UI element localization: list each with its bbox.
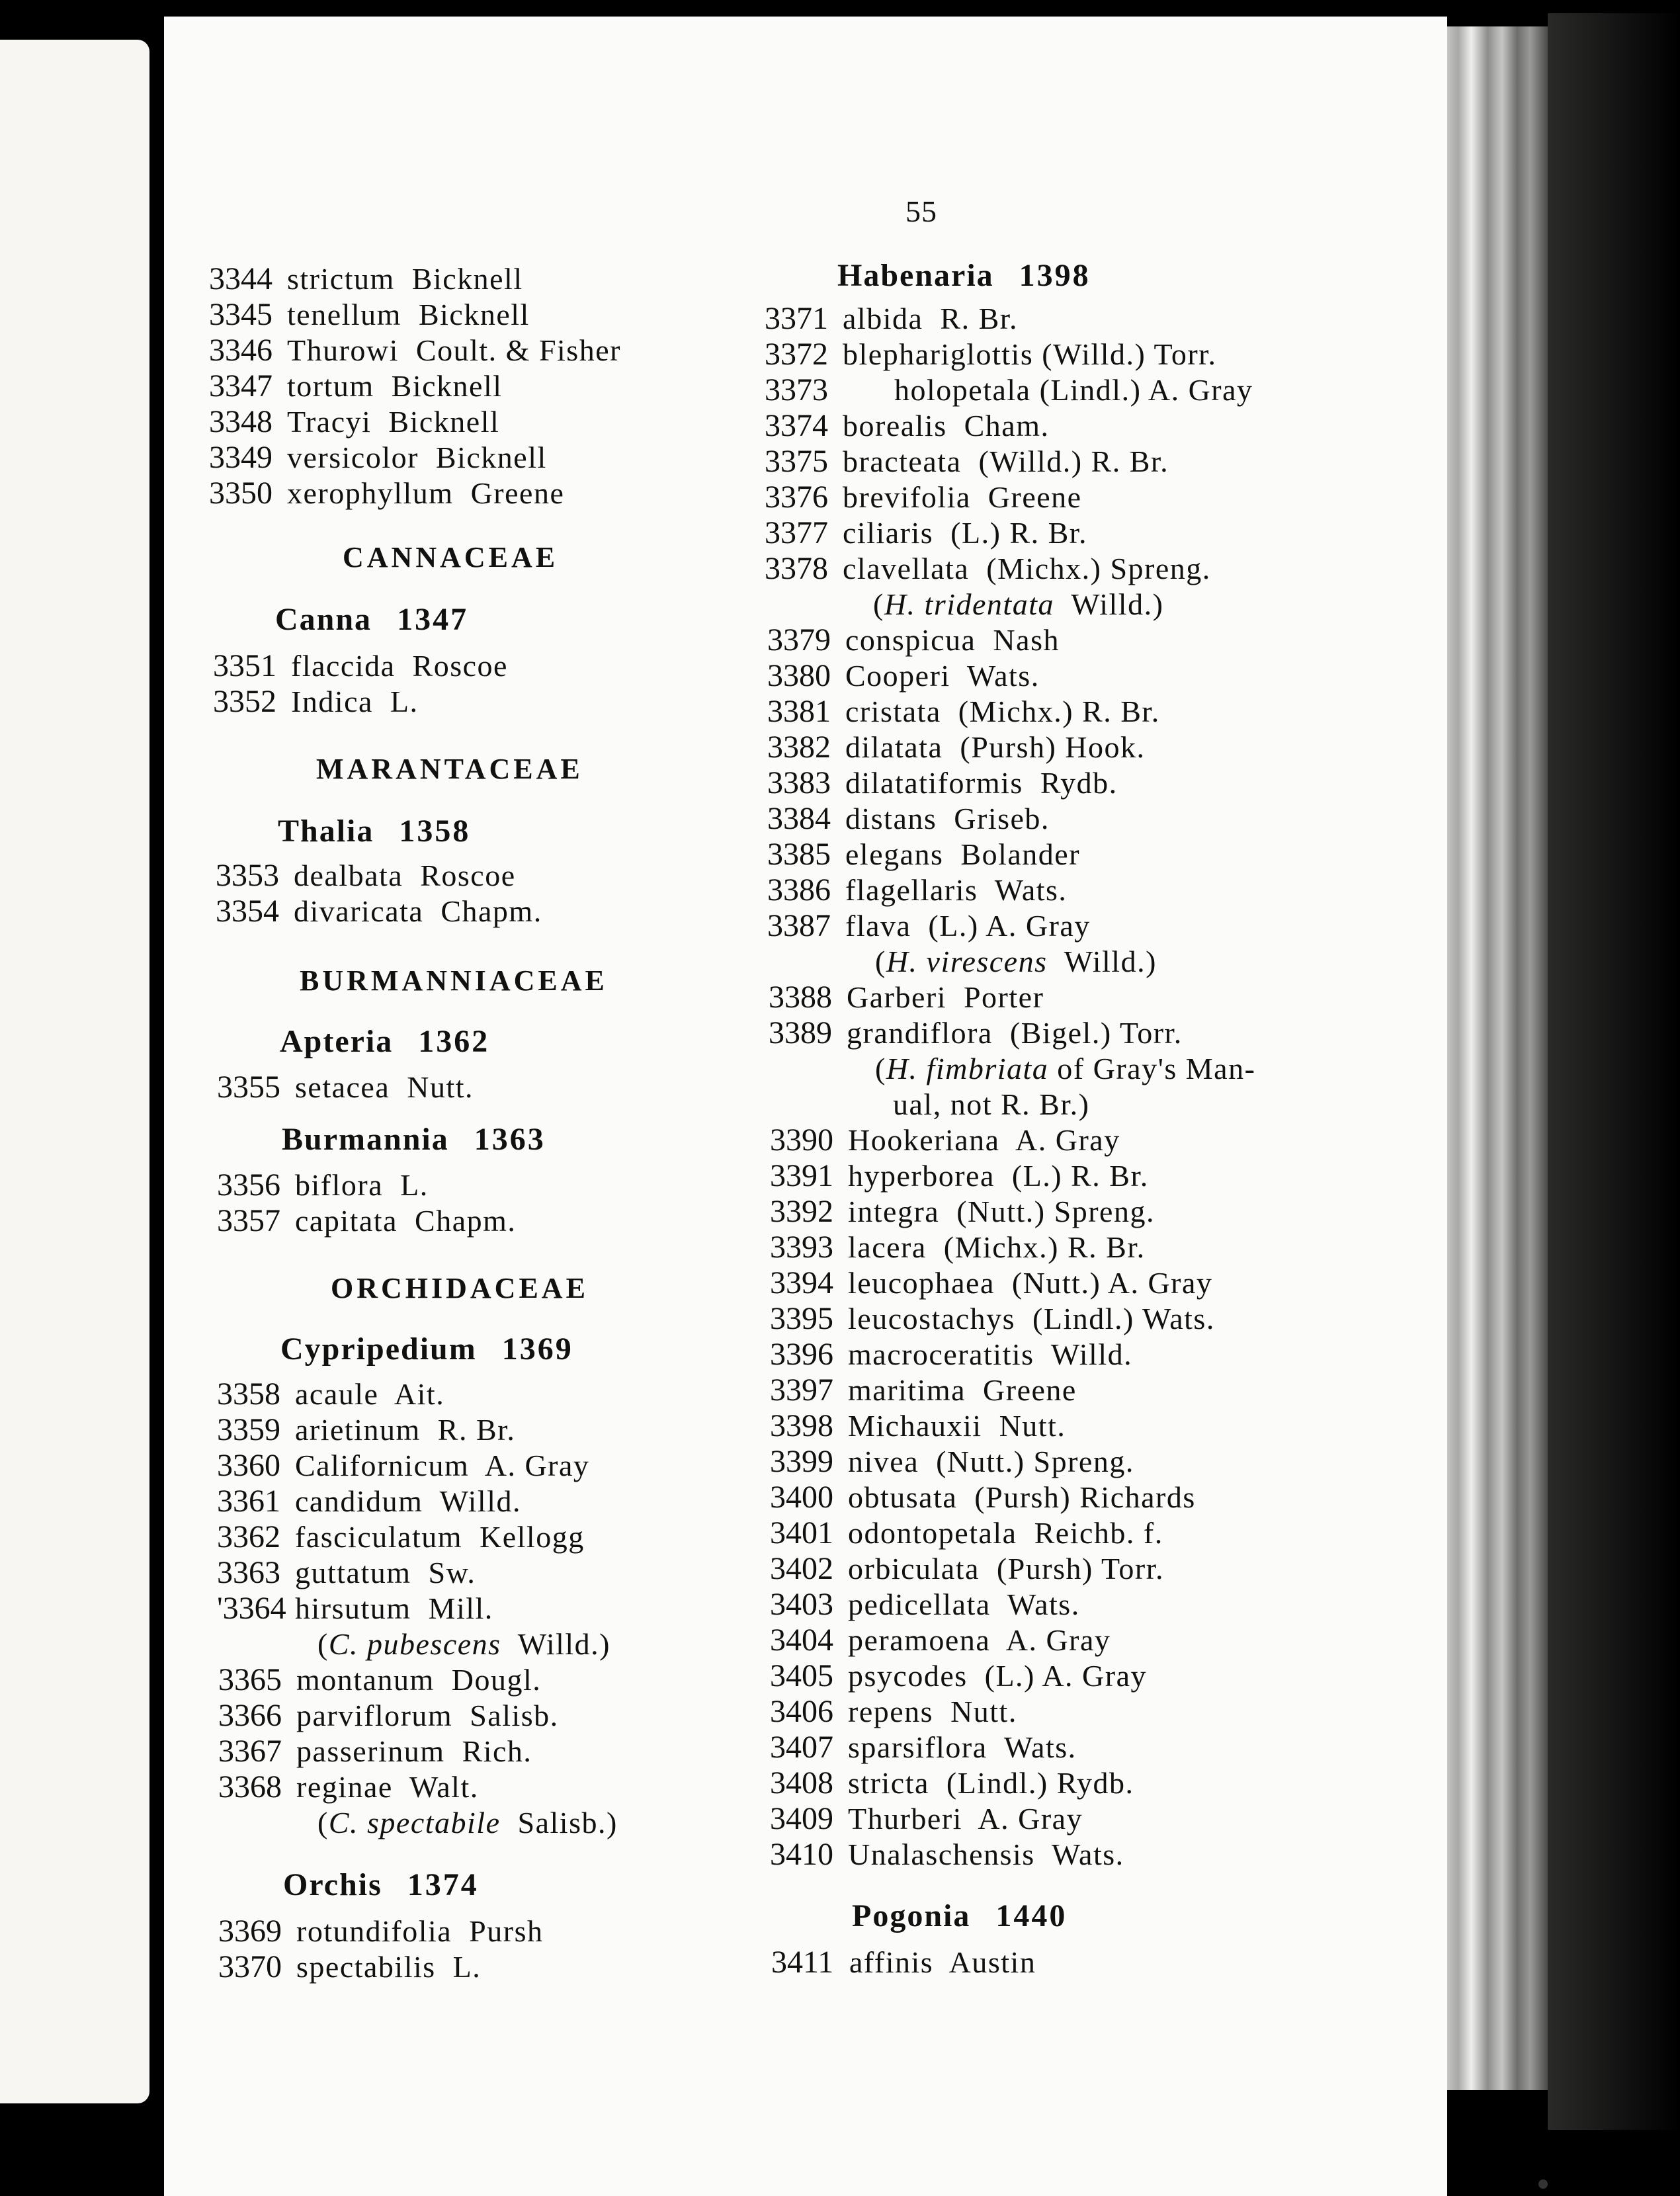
family-heading: CANNACEAE (343, 541, 559, 573)
entry-number: 3366 (218, 1698, 282, 1733)
genus-name: Orchis (283, 1867, 382, 1902)
entry-number: 3407 (770, 1730, 833, 1765)
species-name: Michauxii Nutt. (848, 1409, 1066, 1443)
species-name: lacera (Michx.) R. Br. (848, 1230, 1146, 1264)
index-entry (767, 908, 1091, 944)
index-entry (769, 980, 1044, 1015)
index-entry (765, 515, 1087, 551)
genus-heading (280, 1330, 573, 1369)
entry-number: 3391 (770, 1158, 833, 1193)
index-entry (216, 858, 516, 894)
entry-number: 3382 (767, 730, 831, 765)
index-entry (218, 1949, 481, 1985)
entry-number: 3411 (771, 1945, 834, 1980)
entry-number: 3375 (765, 444, 828, 479)
entry-number: 3380 (767, 658, 831, 693)
index-entry (767, 801, 1050, 837)
index-entry (765, 444, 1169, 480)
index-entry (770, 1194, 1155, 1230)
index-entry (765, 372, 1253, 408)
entry-number: 3362 (217, 1519, 280, 1554)
entry-number: 3344 (209, 261, 273, 296)
entry-number: 3360 (217, 1448, 280, 1483)
index-entry (770, 1265, 1212, 1301)
species-name: leucostachys (Lindl.) Wats. (848, 1302, 1215, 1335)
species-name: dilatata (Pursh) Hook. (845, 730, 1146, 764)
genus-name: Cypripedium (280, 1331, 477, 1367)
index-entry (218, 1914, 543, 1949)
index-entry (770, 1515, 1163, 1551)
index-entry (218, 1662, 541, 1698)
genus-number: 1398 (1019, 258, 1091, 293)
entry-number: 3358 (217, 1376, 280, 1412)
entry-number: 3357 (217, 1203, 280, 1238)
synonym-continuation: ual, not R. Br.) (893, 1087, 1090, 1121)
entry-number: 3365 (218, 1662, 282, 1697)
species-name: elegans Bolander (845, 837, 1081, 871)
species-name: odontopetala Reichb. f. (848, 1516, 1163, 1550)
species-name: Unalaschensis Wats. (848, 1837, 1124, 1871)
genus-name: Pogonia (852, 1898, 971, 1933)
species-name: Cooperi Wats. (845, 659, 1040, 693)
entry-number: 3400 (770, 1480, 833, 1515)
index-entry (770, 1301, 1215, 1337)
species-name: biflora L. (295, 1168, 429, 1202)
index-entry (770, 1230, 1146, 1265)
index-entry (209, 333, 621, 368)
index-entry (771, 1945, 1036, 1980)
species-name: nivea (Nutt.) Spreng. (848, 1445, 1134, 1478)
index-entry (217, 1448, 589, 1484)
index-entry (770, 1480, 1196, 1515)
synonym-text: of Gray's Man- (1048, 1052, 1256, 1085)
entry-number: 3381 (767, 694, 831, 729)
species-name: maritima Greene (848, 1373, 1077, 1407)
species-name: dilatatiformis Rydb. (845, 766, 1118, 800)
index-entry (770, 1694, 1017, 1730)
synonym-name: H. virescens (886, 945, 1048, 978)
genus-number: 1362 (418, 1024, 490, 1059)
entry-number: 3386 (767, 872, 831, 908)
index-entry (770, 1765, 1134, 1801)
species-name: tenellum Bicknell (287, 298, 530, 331)
entry-number: 3387 (767, 908, 831, 943)
book-cover-shadow (1548, 13, 1680, 2130)
species-name: macroceratitis Willd. (848, 1337, 1133, 1371)
entry-number: 3401 (770, 1515, 833, 1550)
species-name: guttatum Sw. (295, 1556, 476, 1589)
species-name: stricta (Lindl.) Rydb. (848, 1766, 1134, 1800)
index-entry (770, 1730, 1077, 1765)
index-entry (770, 1372, 1077, 1408)
index-entry (770, 1658, 1147, 1694)
synonym-line (873, 587, 1163, 622)
entry-number: 3346 (209, 333, 273, 368)
entry-number: 3403 (770, 1587, 833, 1622)
genus-heading (283, 1865, 479, 1905)
species-name: rotundifolia Pursh (296, 1914, 544, 1948)
entry-number: 3363 (217, 1555, 280, 1590)
synonym-name: C. spectabile (328, 1806, 501, 1839)
page-number: 55 (905, 194, 937, 228)
species-name: repens Nutt. (848, 1695, 1017, 1728)
species-name: clavellata (Michx.) Spreng. (843, 552, 1211, 585)
index-entry (213, 684, 419, 720)
synonym-text: Willd.) (1047, 945, 1157, 978)
entry-number: 3367 (218, 1734, 282, 1769)
index-entry (217, 1070, 474, 1105)
species-name: tortum Bicknell (287, 369, 503, 403)
index-entry (767, 872, 1067, 908)
synonym-text: ( (875, 945, 886, 978)
species-name: strictum Bicknell (287, 262, 523, 296)
species-name: flaccida Roscoe (291, 649, 508, 683)
species-name: grandiflora (Bigel.) Torr. (847, 1016, 1183, 1050)
species-name: conspicua Nash (845, 623, 1060, 657)
index-entry (209, 261, 523, 297)
species-name: passerinum Rich. (296, 1734, 532, 1768)
entry-number: 3355 (217, 1070, 280, 1105)
synonym-line (317, 1805, 618, 1841)
entry-number: 3351 (213, 648, 276, 683)
family-heading: ORCHIDACEAE (331, 1272, 589, 1304)
index-entry (765, 408, 1050, 444)
species-name: brevifolia Greene (843, 480, 1082, 514)
index-entry (767, 837, 1080, 872)
synonym-line (317, 1626, 610, 1662)
species-name: blephariglottis (Willd.) Torr. (843, 337, 1217, 371)
genus-number: 1347 (397, 602, 469, 637)
species-name: affinis Austin (849, 1945, 1036, 1979)
index-entry (770, 1408, 1066, 1444)
genus-number: 1363 (474, 1122, 546, 1157)
genus-name: Thalia (278, 814, 374, 849)
entry-number: 3356 (217, 1167, 280, 1203)
synonym-text: ( (873, 587, 884, 621)
entry-number: 3397 (770, 1372, 833, 1408)
species-name: orbiculata (Pursh) Torr. (848, 1552, 1165, 1585)
species-name: cristata (Michx.) R. Br. (845, 695, 1160, 728)
species-name: distans Griseb. (845, 802, 1050, 835)
entry-number: 3348 (209, 404, 273, 439)
synonym-text: Willd.) (501, 1627, 610, 1661)
entry-number: 3396 (770, 1337, 833, 1372)
species-name: ciliaris (L.) R. Br. (843, 516, 1088, 550)
species-name: Garberi Porter (847, 980, 1044, 1014)
genus-heading (282, 1120, 546, 1160)
index-entry (217, 1591, 493, 1626)
entry-number: 3410 (770, 1837, 833, 1872)
species-name: borealis Cham. (843, 409, 1050, 443)
species-name: bracteata (Willd.) R. Br. (843, 444, 1169, 478)
species-name: flagellaris Wats. (845, 873, 1068, 907)
index-entry (770, 1837, 1124, 1873)
species-name: acaule Ait. (295, 1377, 445, 1411)
entry-number: 3353 (216, 858, 279, 893)
index-entry (209, 440, 547, 476)
synonym-text: ( (317, 1627, 329, 1661)
species-name: Tracyi Bicknell (287, 405, 500, 439)
species-name: peramoena A. Gray (848, 1623, 1111, 1657)
species-name: leucophaea (Nutt.) A. Gray (848, 1266, 1213, 1300)
entry-number: 3405 (770, 1658, 833, 1693)
entry-number: 3390 (770, 1122, 833, 1158)
entry-number: 3404 (770, 1623, 833, 1658)
index-entry (218, 1769, 479, 1805)
entry-number: 3347 (209, 368, 273, 403)
species-name: albida R. Br. (843, 302, 1019, 335)
species-name: arietinum R. Br. (295, 1413, 516, 1447)
synonym-text: Salisb.) (500, 1806, 618, 1839)
index-entry (770, 1444, 1134, 1480)
entry-number: 3371 (765, 301, 828, 336)
entry-number: 3354 (216, 894, 279, 929)
index-entry (218, 1698, 559, 1734)
species-name: psycodes (L.) A. Gray (848, 1659, 1148, 1693)
synonym-text: ( (875, 1052, 886, 1085)
entry-number: 3383 (767, 765, 831, 800)
genus-name: Apteria (280, 1024, 394, 1059)
entry-number: 3384 (767, 801, 831, 836)
index-entry (767, 658, 1040, 694)
entry-number: '3364 (217, 1591, 286, 1626)
species-name: candidum Willd. (295, 1484, 521, 1518)
entry-number: 3374 (765, 408, 828, 443)
entry-number: 3398 (770, 1408, 833, 1443)
index-entry (770, 1623, 1111, 1658)
species-name: pedicellata Wats. (848, 1587, 1080, 1621)
index-entry (770, 1551, 1164, 1587)
species-name: holopetala (Lindl.) A. Gray (843, 373, 1253, 407)
index-entry (209, 368, 503, 404)
index-entry (217, 1376, 444, 1412)
species-name: parviflorum Salisb. (296, 1699, 559, 1732)
genus-heading (852, 1896, 1067, 1936)
genus-heading (837, 256, 1091, 296)
species-name: obtusata (Pursh) Richards (848, 1480, 1196, 1514)
species-name: spectabilis L. (296, 1950, 482, 1984)
genus-number: 1369 (501, 1331, 573, 1367)
entry-number: 3395 (770, 1301, 833, 1336)
entry-number: 3359 (217, 1412, 280, 1447)
entry-number: 3370 (218, 1949, 282, 1984)
entry-number: 3406 (770, 1694, 833, 1729)
index-entry (770, 1158, 1149, 1194)
entry-number: 3399 (770, 1444, 833, 1479)
index-entry (767, 730, 1146, 765)
family-heading: MARANTACEAE (316, 753, 583, 785)
index-entry (770, 1587, 1080, 1623)
species-name: setacea Nutt. (295, 1070, 474, 1104)
entry-number: 3377 (765, 515, 828, 550)
left-facing-page (0, 40, 149, 2103)
index-entry (209, 476, 564, 511)
entry-number: 3350 (209, 476, 273, 511)
index-entry (209, 404, 499, 440)
entry-number: 3373 (765, 372, 828, 407)
genus-heading (275, 600, 468, 640)
entry-number: 3409 (770, 1801, 833, 1836)
genus-number: 1374 (407, 1867, 479, 1902)
index-entry (218, 1734, 532, 1769)
species-name: flava (L.) A. Gray (845, 909, 1091, 943)
species-name: divaricata Chapm. (294, 894, 542, 928)
entry-number: 3376 (765, 480, 828, 515)
index-entry (765, 480, 1082, 515)
index-entry (770, 1801, 1083, 1837)
entry-number: 3408 (770, 1765, 833, 1800)
index-entry (217, 1555, 476, 1591)
genus-name: Habenaria (837, 258, 994, 293)
genus-heading (280, 1022, 489, 1062)
index-entry (765, 337, 1216, 372)
genus-number: 1358 (399, 814, 471, 849)
genus-name: Burmannia (282, 1122, 449, 1157)
page-edges (1439, 26, 1548, 2090)
entry-number: 3394 (770, 1265, 833, 1300)
synonym-name: H. fimbriata (886, 1052, 1049, 1085)
synonym-text: ( (317, 1806, 329, 1839)
entry-number: 3345 (209, 297, 273, 332)
species-name: montanum Dougl. (296, 1663, 542, 1697)
species-name: integra (Nutt.) Spreng. (848, 1195, 1155, 1228)
index-entry (217, 1203, 516, 1239)
index-entry (217, 1484, 521, 1519)
entry-number: 3352 (213, 684, 276, 719)
entry-number: 3392 (770, 1194, 833, 1229)
index-entry (770, 1337, 1132, 1372)
index-entry (217, 1519, 585, 1555)
entry-number: 3385 (767, 837, 831, 872)
entry-number: 3393 (770, 1230, 833, 1265)
species-name: fasciculatum Kellogg (295, 1520, 585, 1554)
index-entry (209, 297, 530, 333)
genus-number: 1440 (995, 1898, 1068, 1933)
index-entry (217, 1412, 515, 1448)
species-name: dealbata Roscoe (294, 859, 516, 892)
page-speck (1538, 2179, 1548, 2189)
entry-number: 3379 (767, 622, 831, 657)
synonym-name: H. tridentata (884, 587, 1054, 621)
index-entry (767, 694, 1160, 730)
species-name: Californicum A. Gray (295, 1449, 590, 1482)
entry-number: 3402 (770, 1551, 833, 1586)
entry-number: 3388 (769, 980, 832, 1015)
species-name: hirsutum Mill. (295, 1591, 493, 1625)
species-name: hyperborea (L.) R. Br. (848, 1159, 1149, 1193)
index-entry (770, 1122, 1120, 1158)
index-entry (216, 894, 542, 929)
species-name: Hookeriana A. Gray (848, 1123, 1120, 1157)
index-entry (767, 622, 1060, 658)
entry-number: 3361 (217, 1484, 280, 1519)
species-name: capitata Chapm. (295, 1204, 517, 1238)
entry-number: 3369 (218, 1914, 282, 1949)
synonym-name: C. pubescens (328, 1627, 501, 1661)
species-name: Thurberi A. Gray (848, 1802, 1083, 1836)
species-name: sparsiflora Wats. (848, 1730, 1077, 1764)
entry-number: 3389 (769, 1015, 832, 1050)
index-entry (765, 301, 1018, 337)
entry-number: 3372 (765, 337, 828, 372)
species-name: versicolor Bicknell (287, 441, 547, 474)
family-heading: BURMANNIACEAE (300, 964, 608, 997)
synonym-line (875, 944, 1157, 980)
species-name: Indica L. (291, 685, 419, 718)
genus-name: Canna (275, 602, 372, 637)
species-name: xerophyllum Greene (287, 476, 565, 510)
species-name: Thurowi Coult. & Fisher (287, 333, 621, 367)
book-page (164, 17, 1447, 2196)
entry-number: 3349 (209, 440, 273, 475)
index-entry (765, 551, 1211, 587)
index-entry (213, 648, 508, 684)
genus-heading (278, 812, 470, 851)
species-name: reginae Walt. (296, 1770, 479, 1804)
index-entry (769, 1015, 1183, 1051)
entry-number: 3368 (218, 1769, 282, 1804)
synonym-text: Willd.) (1054, 587, 1164, 621)
entry-number: 3378 (765, 551, 828, 586)
synonym-line (875, 1051, 1255, 1087)
index-entry (217, 1167, 429, 1203)
index-entry (767, 765, 1118, 801)
